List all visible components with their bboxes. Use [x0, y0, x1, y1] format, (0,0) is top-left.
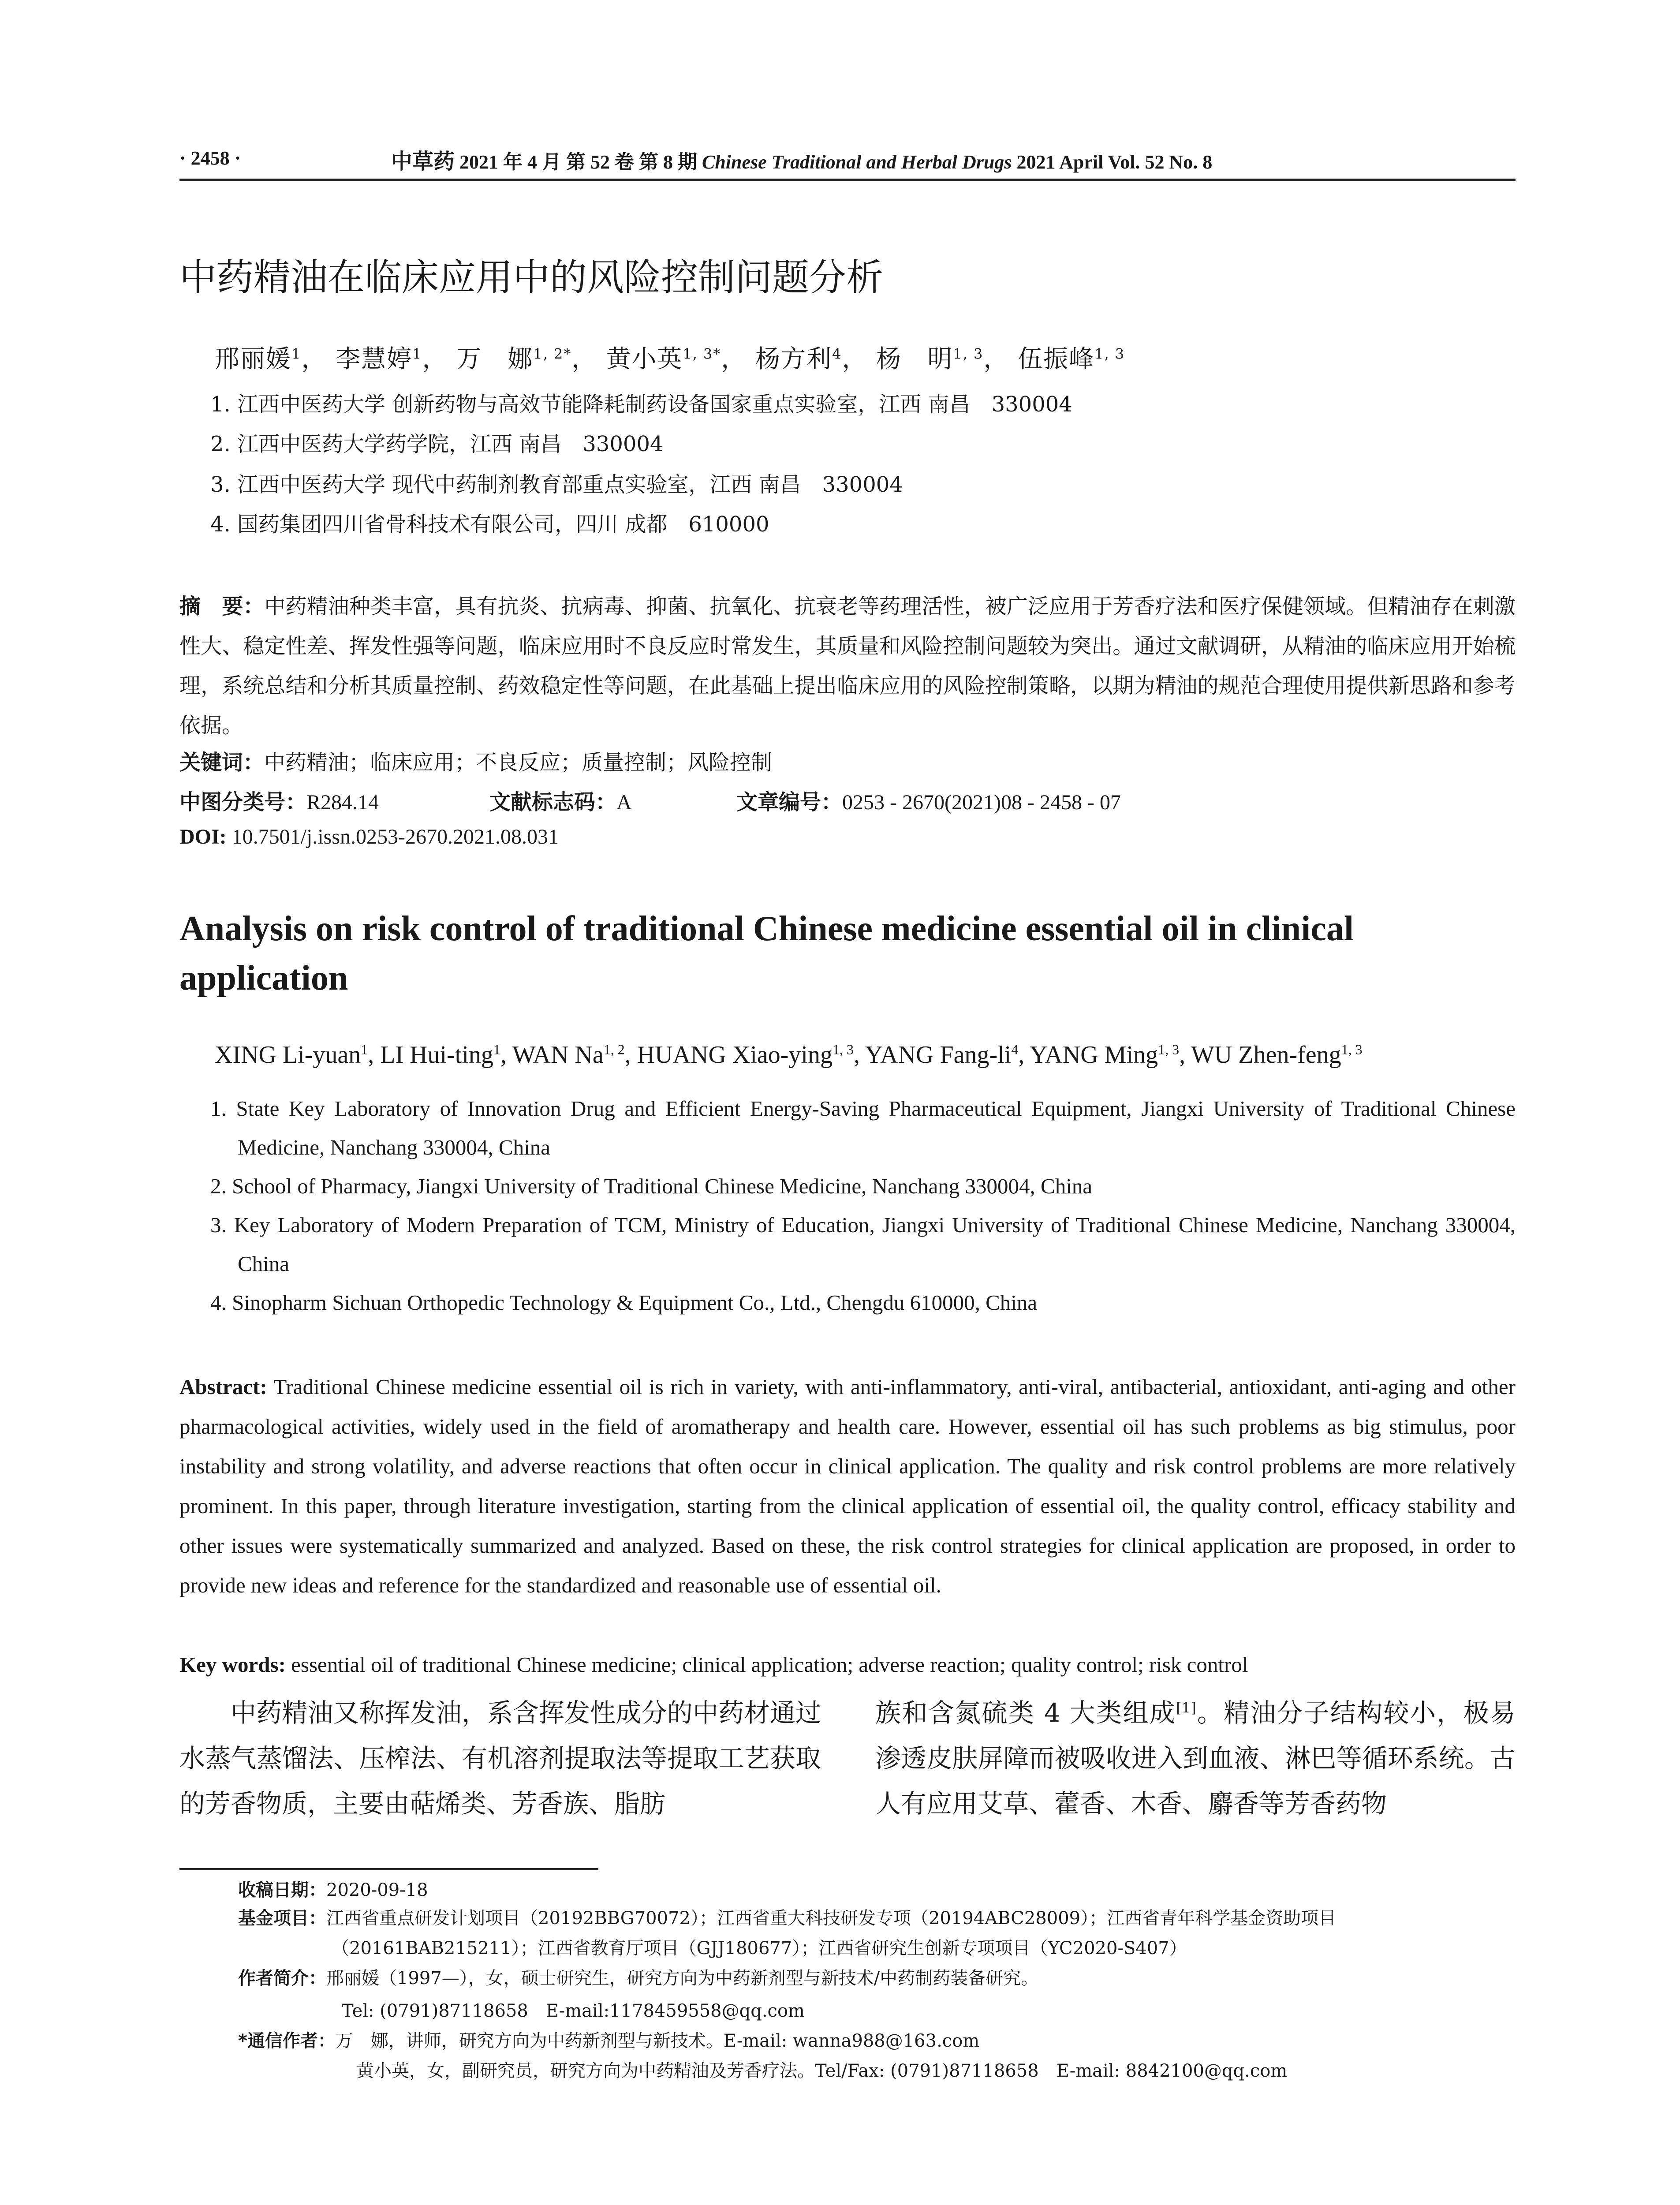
cn-keywords — [179, 745, 772, 776]
en-keywords — [179, 1645, 1516, 1685]
cn-abstract — [179, 587, 1516, 745]
en-author: HUANG Xiao-ying$^{1, 3}$, — [637, 1041, 865, 1069]
en-abstract-text: Traditional Chinese medicine essential oil is rich in variety, with anti-inflammatory, anti-viral, antibacterial, antioxidant, anti-aging and other pharmacological activities, widely used in the field of aromatherapy and health care. However, essential oil has such problems as big stimulus, poor instability and strong volatility, and adverse reactions that often occur in clinical application. The quality and risk control problems are more relatively prominent. In this paper, through literature investigation, starting from the clinical application of essential oil, the quality control, efficacy stability and other issues were systematically summarized and analyzed. Based on these, the risk control strategies for clinical application are proposed, in order to provide new ideas and reference for the standardized and reasonable use of essential oil. — [179, 1375, 1516, 1597]
cn-affiliation: 1. 江西中医药大学 创新药物与高效节能降耗制药设备国家重点实验室，江西 南昌 330004 — [210, 392, 1072, 417]
cn-keywords-text: 中药精油；临床应用；不良反应；质量控制；风险控制 — [264, 750, 773, 775]
en-title: Analysis on risk control of traditional Chinese medicine essential oil in clinical application — [179, 909, 1354, 998]
en-author: YANG Ming$^{1, 3}$, — [1030, 1041, 1191, 1069]
en-affiliation: 1. State Key Laboratory of Innovation Drug and Efficient Energy-Saving Pharmaceutical Equipment, Jiangxi University of Traditional Chinese Medicine, Nanchang 330004, China 2. School of Pharmacy, Jiangxi University of Traditional Chinese Medicine, Nanchang 330004, China 3. Key Laboratory of Modern Preparation of TCM, Ministry of Education, Jiangxi University of Traditional Chinese Medicine, Nanchang 330004, China 4. Sinopharm Sichuan Orthopedic Technology & Equipment Co., Ltd., Chengdu 610000, China — [210, 1096, 1516, 1315]
cn-author: 万 娜$^{1, 2*}$， — [456, 345, 597, 374]
footnote-rule — [179, 1868, 598, 1870]
en-author: WU Zhen-feng$^{1, 3}$ — [1191, 1041, 1363, 1069]
cn-author: 伍振峰$^{1, 3}$ — [1018, 345, 1125, 374]
journal-name-cn: 中草药 — [391, 149, 455, 174]
page-number: · 2458 · — [179, 147, 241, 169]
journal-line — [391, 144, 1212, 175]
en-author: XING Li-yuan$^1$, — [215, 1041, 381, 1069]
cn-affiliation: 3. 江西中医药大学 现代中药制剂教育部重点实验室，江西 南昌 330004 — [210, 472, 903, 497]
en-abstract — [179, 1367, 1516, 1605]
document-code: 文献标志码：A — [489, 790, 632, 815]
cn-author: 李慧婷$^1$， — [336, 345, 448, 374]
en-author: LI Hui-ting$^1$, — [380, 1041, 512, 1069]
corresponding-author: *通信作者：万 娜，讲师，研究方向为中药新剂型与新技术。E-mail: wanna988@163.com — [238, 2031, 980, 2051]
cn-abstract-text: 中药精油种类丰富，具有抗炎、抗病毒、抑菌、抗氧化、抗衰老等药理活性，被广泛应用于芳香疗法和医疗保健领域。但精油存在刺激性大、稳定性差、挥发性强等问题，临床应用时不良反应时常发生，其质量和风险控制问题较为突出。通过文献调研，从精油的临床应用开始梳理，系统总结和分析其质量控制、药效稳定性等问题，在此基础上提出临床应用的风险控制策略，以期为精油的规范合理使用提供新思路和参考依据。 — [179, 594, 1516, 738]
received-date: 收稿日期：2020-09-18 — [238, 1880, 428, 1900]
cn-author: 杨 明$^{1, 3}$， — [876, 345, 1009, 374]
en-abstract-label: Abstract: — [179, 1375, 267, 1399]
cn-title: 中药精油在临床应用中的风险控制问题分析 — [179, 256, 884, 299]
cn-affiliation: 4. 国药集团四川省骨科技术有限公司，四川 成都 610000 — [210, 512, 769, 537]
cn-abstract-label: 摘 要： — [179, 594, 265, 619]
author-bio: 作者简介：邢丽媛（1997—），女，硕士研究生，研究方向为中药新剂型与新技术/中药制药装备研究。 — [238, 1968, 1039, 1988]
cn-author: 杨方利$^4$， — [755, 345, 868, 374]
en-author-list — [215, 1041, 1363, 1069]
journal-name-en: Chinese Traditional and Herbal Drugs — [702, 151, 1012, 173]
article-number: 文章编号：0253 - 2670(2021)08 - 2458 - 07 — [736, 790, 1121, 815]
en-author: YANG Fang-$li^4$, — [865, 1041, 1030, 1069]
clc-number: 中图分类号：R284.14 — [179, 790, 379, 815]
cn-keywords-label: 关键词： — [179, 750, 265, 775]
body-column-right: 族和含氮硫类 4 大类组成[1]。精油分子结构较小，极易渗透皮肤屏障而被吸收进入到血液、淋巴等循环系统。古人有应用艾草、藿香、木香、麝香等芳香药物 — [875, 1698, 1516, 1819]
doi-value: 10.7501/j.issn.0253-2670.2021.08.031 — [231, 825, 559, 848]
cn-affiliation: 2. 江西中医药大学药学院，江西 南昌 330004 — [210, 432, 664, 456]
fund-info-cont: （20161BAB215211）；江西省教育厅项目（GJJ180677）；江西省研究生创新专项项目（YC2020-S407） — [332, 1938, 1187, 1958]
cn-author-list — [215, 340, 1125, 375]
cn-author: 邢丽媛$^1$， — [215, 345, 327, 374]
fund-info: 基金项目：江西省重点研发计划项目（20192BBG70072）；江西省重大科技研发专项（20194ABC28009）；江西省青年科学基金资助项目 — [238, 1908, 1337, 1928]
doi-label: DOI: — [179, 825, 227, 848]
doi — [179, 825, 559, 849]
cn-author: 黄小英$^{1, 3*}$， — [606, 345, 747, 374]
en-keywords-label: Key words: — [179, 1652, 286, 1677]
corresponding-author-2: 黄小英，女，副研究员，研究方向为中药精油及芳香疗法。Tel/Fax: (0791)87118658 E-mail: 8842100@qq.com — [356, 2061, 1288, 2081]
issue-cn: 2021 年 4 月 第 52 卷 第 8 期 — [459, 151, 698, 173]
author-contact: Tel: (0791)87118658 E-mail:1178459558@qq.com — [342, 2001, 805, 2021]
en-author: WAN Na$^{1, 2}$, — [512, 1041, 637, 1069]
en-keywords-text: essential oil of traditional Chinese medicine; clinical application; adverse reaction; quality control; risk control — [291, 1652, 1248, 1677]
body-column-left: 中药精油又称挥发油，系含挥发性成分的中药材通过水蒸气蒸馏法、压榨法、有机溶剂提取法等提取工艺获取的芳香物质，主要由萜烯类、芳香族、脂肪 — [179, 1698, 821, 1819]
running-header — [179, 139, 1516, 181]
citation-ref: [1] — [1176, 1699, 1196, 1716]
issue-en: 2021 April Vol. 52 No. 8 — [1016, 151, 1213, 173]
